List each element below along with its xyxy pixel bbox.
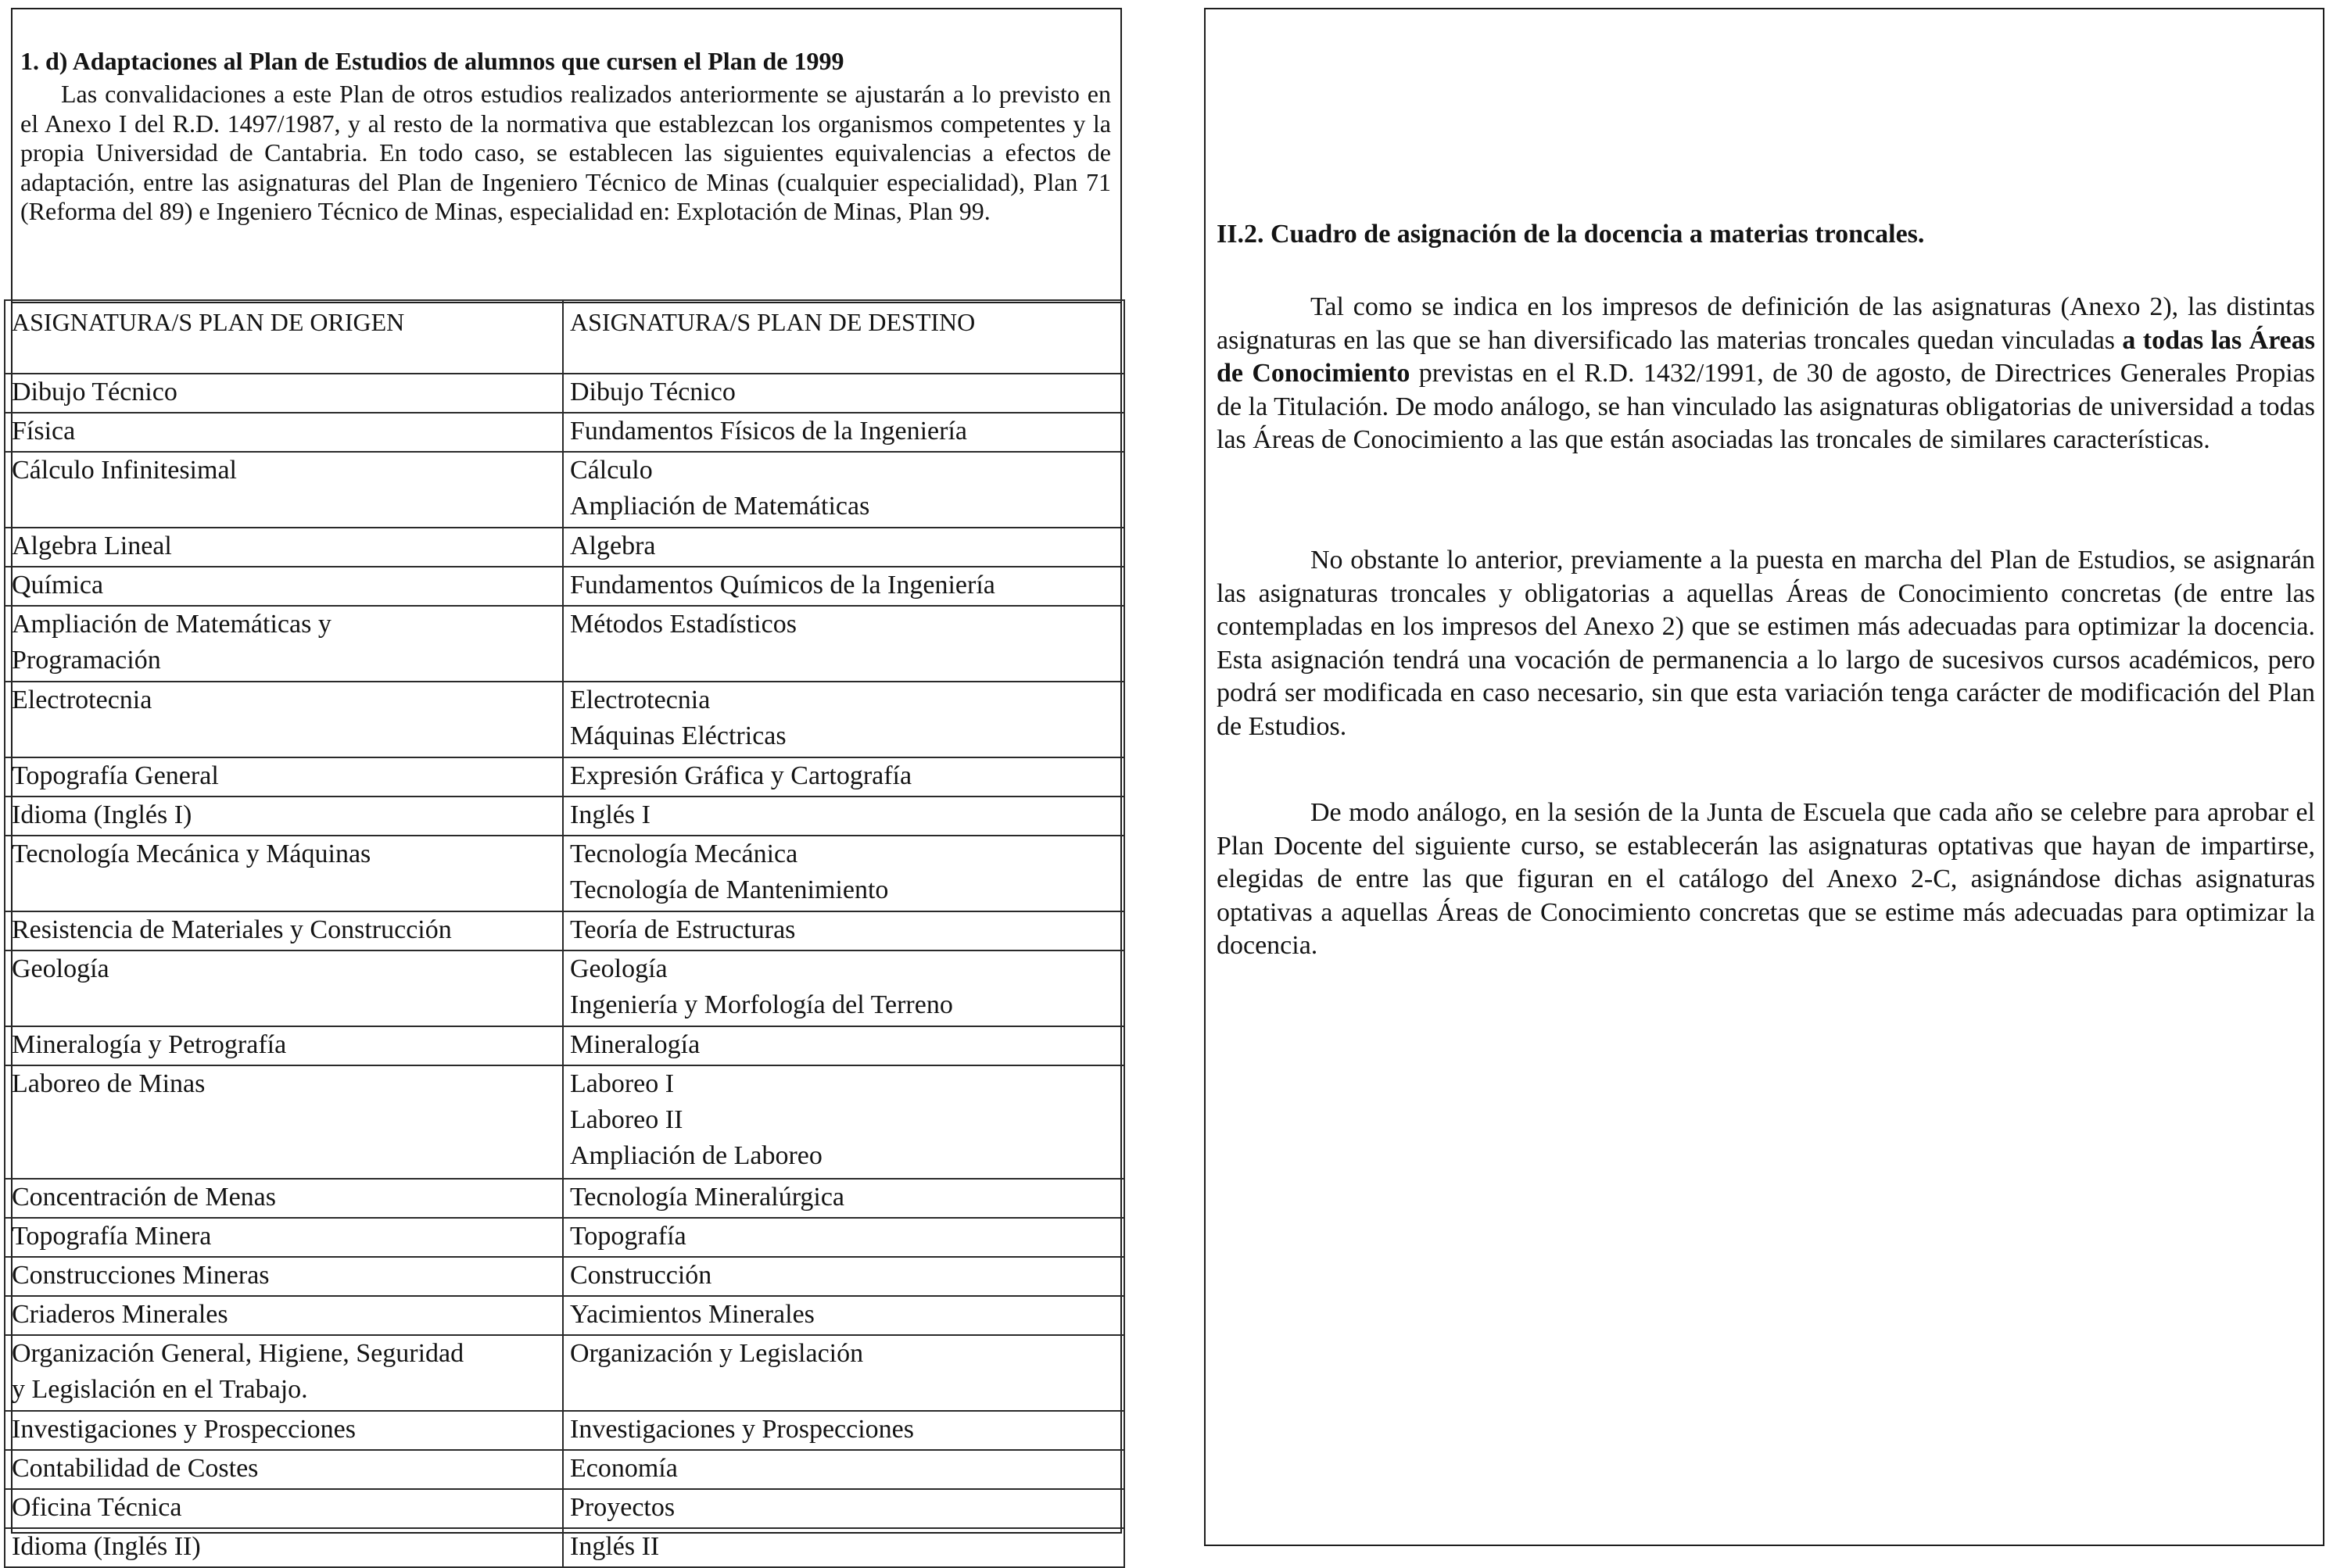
destination-cell (563, 413, 1124, 452)
table-row (5, 836, 1124, 911)
destination-cell-line: Algebra (570, 532, 656, 560)
destination-cell (563, 606, 1124, 682)
destination-cell (563, 950, 1124, 1026)
origin-cell (5, 757, 563, 797)
destination-cell-line: Cálculo (570, 456, 653, 485)
destination-cell (563, 1489, 1124, 1528)
destination-cell-line: Economía (570, 1454, 678, 1483)
destination-cell-line: Teoría de Estructuras (570, 915, 796, 944)
origin-cell (5, 452, 563, 528)
destination-cell (563, 1179, 1124, 1218)
origin-cell-line: Geología (12, 954, 109, 983)
origin-cell (5, 606, 563, 682)
paragraph-2: No obstante lo anterior, previamente a la puesta en marcha del Plan de Estudios, se asignarán las asignaturas troncales y obligatorias a aquellas Áreas de Conocimiento concretas (de entre las contempladas en los impresos del Anexo 2) que se estimen más adecuadas para optimizar la docencia. Esta asignación tendrá una vocación de permanencia a lo largo de sucesivos cursos académicos, pero podrá ser modificada en caso necesario, sin que esta variación tenga carácter de modificación del Plan de Estudios. (1217, 546, 2315, 741)
origin-cell-line: Criaderos Minerales (12, 1300, 228, 1329)
origin-cell (5, 374, 563, 413)
destination-cell (563, 1335, 1124, 1411)
table-row (5, 606, 1124, 682)
destination-cell-line: Fundamentos Físicos de la Ingeniería (570, 417, 968, 446)
origin-cell-line: Tecnología Mecánica y Máquinas (12, 839, 371, 868)
origin-cell-line: Investigaciones y Prospecciones (12, 1415, 356, 1444)
table-row (5, 797, 1124, 836)
destination-cell-line: Ampliación de Laboreo (570, 1141, 823, 1170)
table-row (5, 528, 1124, 567)
destination-cell (563, 452, 1124, 528)
origin-cell (5, 1257, 563, 1296)
destination-cell (563, 797, 1124, 836)
destination-cell-line: Tecnología de Mantenimiento (570, 875, 889, 904)
section-heading: II.2. Cuadro de asignación de la docencia a materias troncales. (1217, 220, 1925, 249)
table-row (5, 1296, 1124, 1335)
table-body (5, 374, 1124, 1567)
origin-cell (5, 1335, 563, 1411)
destination-cell (563, 1026, 1124, 1065)
destination-cell-line: Tecnología Mecánica (570, 839, 798, 868)
header-origin: ASIGNATURA/S PLAN DE ORIGEN (5, 300, 563, 374)
origin-cell-line: Mineralogía y Petrografía (12, 1030, 287, 1059)
destination-cell-line: Ampliación de Matemáticas (570, 492, 870, 521)
destination-cell-line: Laboreo II (570, 1105, 683, 1134)
destination-cell (563, 528, 1124, 567)
paragraph-1 (1217, 291, 2315, 457)
table-row (5, 567, 1124, 606)
table-row (5, 1065, 1124, 1179)
origin-cell (5, 836, 563, 911)
destination-cell (563, 1257, 1124, 1296)
table-row (5, 1450, 1124, 1489)
origin-cell (5, 1218, 563, 1257)
origin-cell (5, 1411, 563, 1450)
origin-cell-line: Idioma (Inglés II) (12, 1532, 201, 1561)
destination-cell-line: Inglés II (570, 1532, 660, 1561)
destination-cell-line: Mineralogía (570, 1030, 701, 1059)
destination-cell (563, 757, 1124, 797)
table-row (5, 757, 1124, 797)
origin-cell-line: Topografía General (12, 761, 219, 790)
origin-cell-line: Física (12, 417, 76, 446)
destination-cell-line: Construcción (570, 1261, 712, 1290)
origin-cell (5, 567, 563, 606)
origin-cell-line: Química (12, 571, 104, 600)
paragraph-3: De modo análogo, en la sesión de la Junta de Escuela que cada año se celebre para aprobar el Plan Docente del siguiente curso, se establecerán las asignaturas optativas que hayan de impartirse, elegidas de entre las que figuran en el catálogo del Anexo 2-C, asignándose dichas asignaturas optativas a aquellas Áreas de Conocimiento concretas que se estime más adecuadas para optimizar la docencia. (1217, 798, 2315, 960)
origin-cell-line: Programación (12, 646, 161, 675)
paragraph-1-text-end: previstas en el R.D. 1432/1991, de 30 de agosto, de Directrices Generales Propias de la Titulación. De modo análogo, se han vinculado las asignaturas obligatorias de universidad a todas las Áreas de Conocimiento a las que están asociadas las troncales de similares características. (1217, 359, 2316, 454)
origin-cell (5, 1489, 563, 1528)
section-title: 1. d) Adaptaciones al Plan de Estudios de alumnos que cursen el Plan de 1999 (20, 47, 844, 75)
intro-paragraph: Las convalidaciones a este Plan de otros estudios realizados anteriormente se ajustarán a lo previsto en el Anexo I del R.D. 1497/1987, y al resto de la normativa que establezcan los organismos competentes y la propia Universidad de Cantabria. En todo caso, se establecen las siguientes equivalencias a efectos de adaptación, entre las asignaturas del Plan de Ingeniero Técnico de Minas (cualquier especialidad), Plan 71 (Reforma del 89) e Ingeniero Técnico de Minas, especialidad en: Explotación de Minas, Plan 99. (20, 80, 1111, 225)
destination-cell-line: Fundamentos Químicos de la Ingeniería (570, 571, 995, 600)
table-row (5, 1179, 1124, 1218)
table-header-row (5, 300, 1124, 374)
table-row (5, 1528, 1124, 1567)
table-row (5, 1335, 1124, 1411)
origin-cell (5, 682, 563, 757)
equivalence-table-container (4, 299, 1124, 1568)
destination-cell (563, 1528, 1124, 1567)
destination-cell (563, 1296, 1124, 1335)
origin-cell-line: Oficina Técnica (12, 1493, 182, 1522)
table-row (5, 682, 1124, 757)
table-row (5, 374, 1124, 413)
header-destination: ASIGNATURA/S PLAN DE DESTINO (563, 300, 1124, 374)
table-row (5, 452, 1124, 528)
origin-cell (5, 797, 563, 836)
origin-cell (5, 950, 563, 1026)
destination-cell-line: Máquinas Eléctricas (570, 721, 787, 750)
origin-cell (5, 528, 563, 567)
destination-cell (563, 1450, 1124, 1489)
destination-cell-line: Geología (570, 954, 668, 983)
destination-cell-line: Inglés I (570, 800, 650, 829)
origin-cell-line: Concentración de Menas (12, 1183, 276, 1212)
origin-cell-line: Contabilidad de Costes (12, 1454, 259, 1483)
destination-cell-line: Expresión Gráfica y Cartografía (570, 761, 912, 790)
destination-cell-line: Tecnología Mineralúrgica (570, 1183, 845, 1212)
destination-cell-line: Yacimientos Minerales (570, 1300, 815, 1329)
origin-cell-line: Construcciones Mineras (12, 1261, 270, 1290)
destination-cell (563, 836, 1124, 911)
origin-cell-line: Dibujo Técnico (12, 378, 177, 406)
origin-cell-line: Ampliación de Matemáticas y (12, 610, 332, 639)
origin-cell (5, 1026, 563, 1065)
destination-cell (563, 567, 1124, 606)
paragraph-1-text-start: Tal como se indica en los impresos de definición de las asignaturas (Anexo 2), las distintas asignaturas en las que se han diversificado las materias troncales quedan vinculadas (1217, 292, 2315, 355)
origin-cell (5, 413, 563, 452)
destination-cell-line: Topografía (570, 1222, 686, 1251)
origin-cell-line: Cálculo Infinitesimal (12, 456, 237, 485)
destination-cell (563, 1218, 1124, 1257)
origin-cell (5, 1528, 563, 1567)
origin-cell-line: y Legislación en el Trabajo. (12, 1375, 308, 1404)
table-row (5, 1411, 1124, 1450)
table-row (5, 1218, 1124, 1257)
origin-cell-line: Electrotecnia (12, 686, 152, 714)
origin-cell-line: Resistencia de Materiales y Construcción (12, 915, 452, 944)
table-row (5, 1026, 1124, 1065)
paragraph-1-emphasis: a todas las Áreas de Conocimiento (1217, 325, 2315, 388)
destination-cell-line: Investigaciones y Prospecciones (570, 1415, 914, 1444)
origin-cell-line: Topografía Minera (12, 1222, 212, 1251)
destination-cell (563, 911, 1124, 950)
destination-cell (563, 1065, 1124, 1179)
table-row (5, 950, 1124, 1026)
table-row (5, 911, 1124, 950)
origin-cell-line: Laboreo de Minas (12, 1069, 206, 1098)
destination-cell (563, 682, 1124, 757)
origin-cell-line: Algebra Lineal (12, 532, 172, 560)
origin-cell-line: Organización General, Higiene, Seguridad (12, 1339, 464, 1368)
destination-cell-line: Laboreo I (570, 1069, 675, 1098)
destination-cell-line: Métodos Estadísticos (570, 610, 797, 639)
table-row (5, 413, 1124, 452)
origin-cell-line: Idioma (Inglés I) (12, 800, 192, 829)
destination-cell (563, 1411, 1124, 1450)
destination-cell-line: Electrotecnia (570, 686, 711, 714)
destination-cell-line: Organización y Legislación (570, 1339, 864, 1368)
destination-cell-line: Ingeniería y Morfología del Terreno (570, 990, 953, 1019)
table-row (5, 1489, 1124, 1528)
destination-cell-line: Proyectos (570, 1493, 676, 1522)
origin-cell (5, 1179, 563, 1218)
origin-cell (5, 1450, 563, 1489)
origin-cell (5, 1296, 563, 1335)
origin-cell (5, 1065, 563, 1179)
origin-cell (5, 911, 563, 950)
destination-cell (563, 374, 1124, 413)
equivalence-table (4, 299, 1125, 1568)
table-row (5, 1257, 1124, 1296)
right-page (1204, 8, 2324, 1546)
destination-cell-line: Dibujo Técnico (570, 378, 736, 406)
